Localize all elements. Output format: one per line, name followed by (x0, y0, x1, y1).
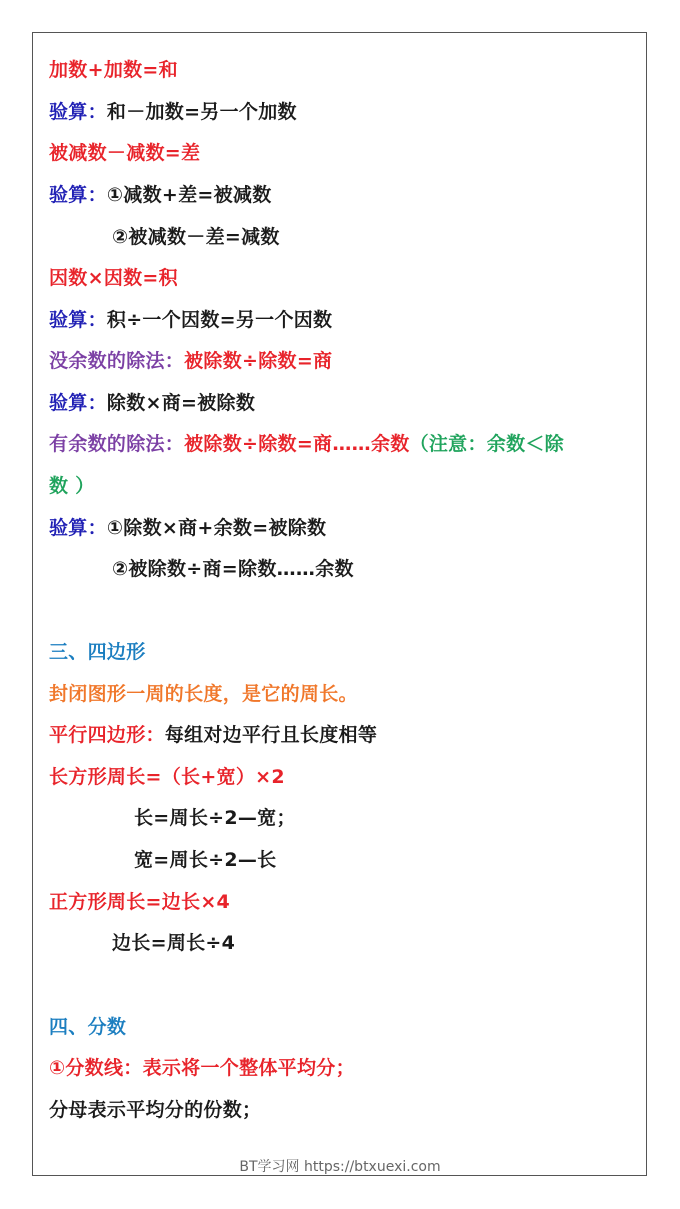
subtraction-formula: 被减数－减数=差 (49, 142, 201, 164)
remainder-check-2: ②被除数÷商=除数……余数 (112, 558, 354, 580)
parallelogram-text: 每组对边平行且长度相等 (164, 724, 378, 746)
check-text: ①除数×商+余数=被除数 (106, 517, 327, 539)
division-formula: 被除数÷除数=商 (184, 350, 333, 372)
addition-check (49, 100, 297, 124)
addition-formula: 加数+加数=和 (49, 59, 178, 81)
length-formula: 长=周长÷2—宽； (134, 807, 296, 829)
subtraction-check-2: ②被减数－差=减数 (112, 226, 280, 248)
footer-watermark: BT学习网 https://btxuexi.com (239, 1159, 441, 1175)
denominator-definition: 分母表示平均分的份数； (49, 1099, 262, 1121)
width-formula: 宽=周长÷2—长 (134, 849, 277, 871)
multiplication-check (49, 308, 332, 332)
check-text: 积÷一个因数=另一个因数 (106, 309, 333, 331)
subtraction-check-1 (49, 183, 272, 207)
remainder-note-continued: 数 ） (49, 475, 95, 497)
division-label: 有余数的除法： (49, 433, 185, 455)
section-heading-quadrilateral: 三、四边形 (49, 641, 146, 663)
check-text: 除数×商=被除数 (106, 392, 256, 414)
check-label: 验算： (49, 392, 107, 414)
check-label: 验算： (49, 517, 107, 539)
fraction-line-definition: ①分数线：表示将一个整体平均分； (49, 1057, 355, 1079)
check-text: 和－加数=另一个加数 (106, 101, 297, 123)
parallelogram-definition (49, 723, 377, 747)
division-formula: 被除数÷除数=商……余数 (184, 433, 410, 455)
rectangle-perimeter-formula: 长方形周长=（长+宽）×2 (49, 766, 285, 788)
perimeter-definition: 封闭图形一周的长度，是它的周长。 (49, 683, 358, 705)
division-check (49, 391, 255, 415)
multiplication-formula: 因数×因数=积 (49, 267, 178, 289)
side-length-formula: 边长=周长÷4 (112, 932, 236, 954)
check-text: ①减数+差=被减数 (106, 184, 272, 206)
parallelogram-label: 平行四边形： (49, 724, 165, 746)
check-label: 验算： (49, 309, 107, 331)
square-perimeter-formula: 正方形周长=边长×4 (49, 891, 231, 913)
division-no-remainder (49, 349, 332, 373)
remainder-note: （注意：余数＜除 (409, 433, 564, 455)
division-label: 没余数的除法： (49, 350, 185, 372)
check-label: 验算： (49, 184, 107, 206)
division-with-remainder (49, 432, 564, 456)
remainder-check-1 (49, 516, 326, 540)
section-heading-fractions: 四、分数 (49, 1016, 127, 1038)
check-label: 验算： (49, 101, 107, 123)
